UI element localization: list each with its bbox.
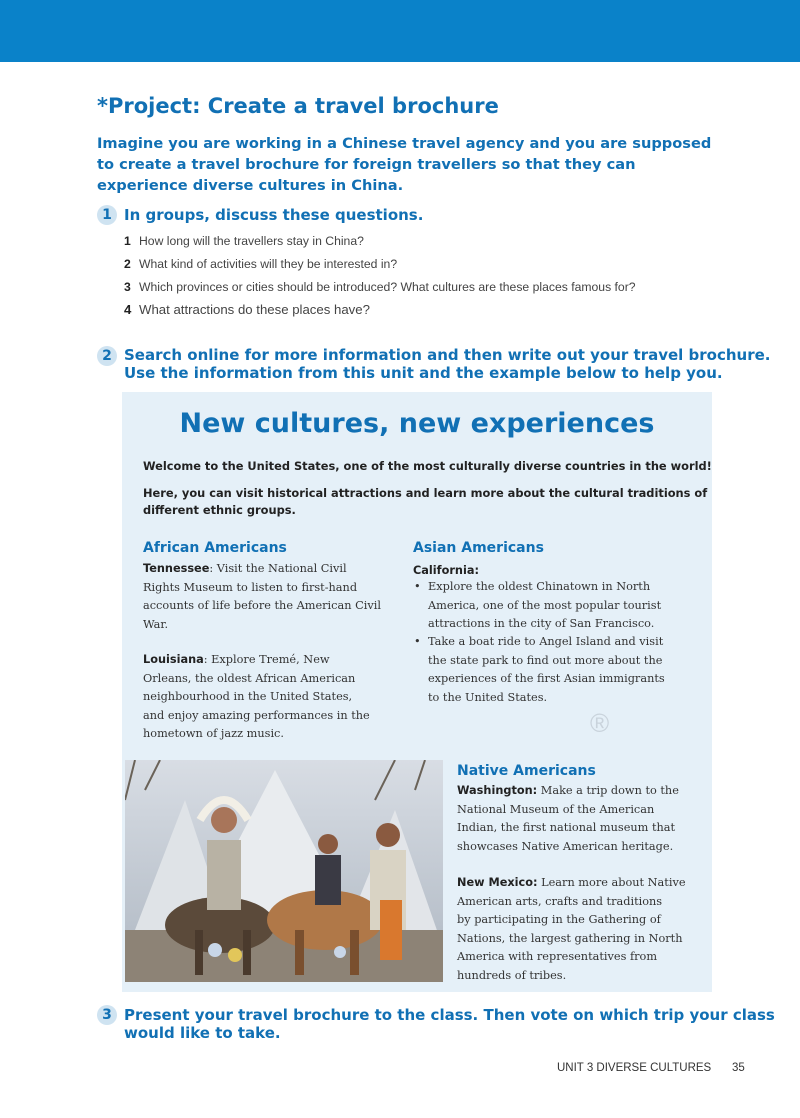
question-number: 1: [124, 234, 131, 248]
new-mexico-paragraph: [457, 874, 707, 985]
text-line: America with representatives from: [457, 950, 658, 963]
question-item: [124, 234, 364, 248]
brochure-title: New cultures, new experiences: [179, 408, 655, 439]
text-line: : Visit the National Civil: [209, 562, 347, 575]
text-line: War.: [143, 617, 169, 631]
louisiana-label: Louisiana: [143, 653, 204, 666]
text-line: the state park to find out more about the: [428, 653, 663, 667]
text-line: National Museum of the American: [457, 802, 655, 816]
task-2-number-badge: 2: [97, 346, 117, 366]
footer-unit-label: UNIT 3 DIVERSE CULTURES: [557, 1062, 712, 1074]
task-3-heading-line-2: would like to take.: [124, 1024, 281, 1042]
question-number: 4: [124, 302, 132, 317]
brochure-welcome: Welcome to the United States, one of the most culturally diverse countries in the world!: [143, 459, 712, 473]
text-line: showcases Native American heritage.: [457, 839, 674, 853]
text-line: neighbourhood in the United States,: [143, 690, 353, 703]
text-line: Nations, the largest gathering in North: [457, 931, 683, 945]
text-line: Rights Museum to listen to first-hand: [143, 580, 358, 594]
text-line: to the United States.: [428, 690, 548, 704]
task-1-heading: In groups, discuss these questions.: [124, 206, 424, 224]
task-2-heading-line-1: Search online for more information and then write out your travel brochure.: [124, 346, 771, 364]
label-colon: :: [474, 564, 479, 577]
question-text: How long will the travellers stay in China?: [139, 234, 364, 248]
question-number: 3: [124, 280, 131, 294]
question-item: [124, 302, 370, 317]
text-line: Learn more about Native: [537, 876, 686, 889]
bullet-dot: •: [414, 635, 421, 648]
text-line: Make a trip down to the: [537, 784, 679, 797]
registered-mark-icon: ®: [590, 708, 610, 738]
text-line: by participating in the Gathering of: [457, 913, 661, 926]
photo-illustration: [125, 760, 443, 982]
top-color-band: [0, 0, 800, 62]
washington-paragraph: [457, 782, 707, 856]
text-line: hometown of jazz music.: [143, 727, 284, 740]
task-2-heading-line-2: Use the information from this unit and the example below to help you.: [124, 364, 723, 382]
project-title: *Project: Create a travel brochure: [97, 94, 499, 118]
brochure-intro-line-2: different ethnic groups.: [143, 503, 296, 517]
california-label-text: California: [413, 564, 475, 577]
text-line: America, one of the most popular tourist: [428, 598, 662, 612]
text-line: Indian, the first national museum that: [457, 821, 676, 834]
text-line: hundreds of tribes.: [457, 968, 567, 982]
new-mexico-label: New Mexico:: [457, 876, 538, 889]
text-line: American arts, crafts and traditions: [457, 894, 663, 908]
page-number: 35: [732, 1062, 745, 1074]
text-line: accounts of life before the American Civil: [143, 599, 381, 612]
task-3-number-badge: 3: [97, 1005, 117, 1025]
text-line: Take a boat ride to Angel Island and visit: [428, 635, 664, 648]
question-item: [124, 257, 397, 271]
task-3-heading-line-1: Present your travel brochure to the class. Then vote on which trip your class: [124, 1006, 775, 1024]
question-text: Which provinces or cities should be introduced? What cultures are these places famous for?: [139, 280, 636, 294]
washington-label: Washington:: [457, 784, 538, 797]
text-line: Orleans, the oldest African American: [143, 671, 356, 685]
text-line: : Explore Tremé, New: [203, 653, 330, 666]
bullet-dot: •: [414, 580, 421, 593]
louisiana-paragraph: [143, 651, 403, 744]
task-1-number-badge: 1: [97, 205, 117, 225]
tennessee-paragraph: [143, 560, 403, 634]
text-line: Explore the oldest Chinatown in North: [428, 580, 651, 593]
tennessee-label: Tennessee: [143, 562, 210, 575]
asian-americans-heading: Asian Americans: [413, 540, 544, 556]
question-text: What attractions do these places have?: [139, 302, 370, 317]
question-item: [124, 280, 636, 294]
text-line: attractions in the city of San Francisco.: [428, 617, 655, 630]
california-bullet: [414, 578, 704, 634]
native-americans-heading: Native Americans: [457, 763, 596, 779]
native-americans-photo: [125, 760, 443, 982]
african-americans-heading: African Americans: [143, 540, 287, 556]
text-line: and enjoy amazing performances in the: [143, 708, 370, 722]
brochure-intro-line-1: Here, you can visit historical attractions and learn more about the cultural traditions of: [143, 486, 708, 500]
text-line: experiences of the first Asian immigrants: [428, 672, 665, 685]
california-bullet: [414, 633, 704, 707]
california-label: [413, 564, 479, 577]
question-number: 2: [124, 257, 131, 271]
question-text: What kind of activities will they be interested in?: [139, 257, 398, 271]
project-intro: Imagine you are working in a Chinese travel agency and you are supposed to create a travel brochure for foreign travellers so that they can experience diverse cultures in China.: [97, 135, 712, 194]
